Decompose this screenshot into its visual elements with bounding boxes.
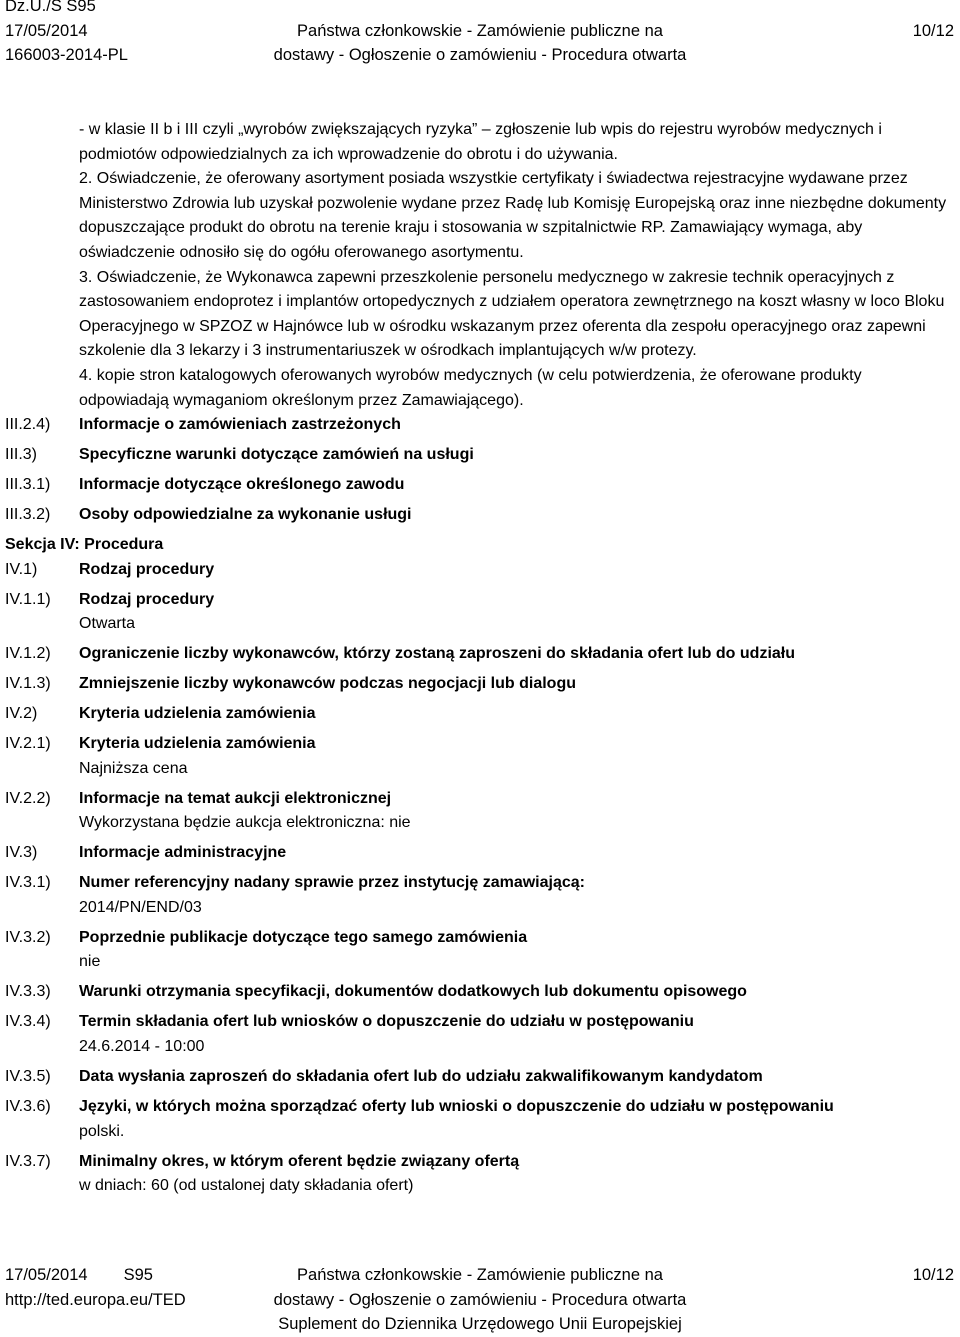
item-title: Informacje na temat aukcji elektronicznej xyxy=(79,789,392,807)
item-title: Warunki otrzymania specyfikacji, dokumentów dodatkowych lub dokumentu opisowego xyxy=(79,983,747,1001)
section-item xyxy=(0,1010,960,1059)
item-title: Termin składania ofert lub wniosków o dopuszczenie do udziału w postępowaniu xyxy=(79,1013,694,1031)
item-number: IV.3.4) xyxy=(5,1013,51,1031)
footer-url: http://ted.europa.eu/TED xyxy=(5,1290,186,1309)
header-title-line1: Państwa członkowskie - Zamówienie publiczne na xyxy=(297,21,663,40)
item-body xyxy=(79,732,960,781)
section-item xyxy=(0,702,960,727)
item-number: IV.3.2) xyxy=(5,928,51,946)
journal-ref: Dz.U./S S95 xyxy=(5,0,96,15)
item-number: IV.3) xyxy=(5,844,38,862)
item-number: IV.1.1) xyxy=(5,590,51,608)
item-number: III.2.4) xyxy=(5,416,51,434)
item-body xyxy=(79,503,960,528)
item-title: Kryteria udzielenia zamówienia xyxy=(79,705,316,723)
item-value: 24.6.2014 - 10:00 xyxy=(79,1038,205,1056)
item-value: nie xyxy=(79,953,101,971)
item-title: Informacje administracyjne xyxy=(79,844,287,862)
item-title: Minimalny okres, w którym oferent będzie związany ofertą xyxy=(79,1152,520,1170)
item-body xyxy=(79,787,960,836)
item-number: IV.3.3) xyxy=(5,983,51,1001)
item-title: Języki, w których można sporządzać oferty lub wnioski o dopuszczenie do udziału w postępowaniu xyxy=(79,1098,834,1116)
item-number: IV.2.1) xyxy=(5,735,51,753)
footer-title-line1: Państwa członkowskie - Zamówienie publiczne na xyxy=(297,1266,663,1284)
header-title-line2: dostawy - Ogłoszenie o zamówieniu - Procedura otwarta xyxy=(273,46,687,64)
item-number: IV.3.6) xyxy=(5,1098,51,1116)
item-title: Rodzaj procedury xyxy=(79,590,215,608)
item-number: III.3) xyxy=(5,446,38,464)
item-body xyxy=(79,980,960,1005)
section-item xyxy=(0,787,960,836)
section-item xyxy=(0,588,960,637)
item-body xyxy=(79,413,960,438)
footer-date: 17/05/2014 xyxy=(5,1266,88,1284)
document-id: 166003-2014-PL xyxy=(5,46,128,64)
item-title: Informacje dotyczące określonego zawodu xyxy=(79,476,405,494)
section-4-title: Sekcja IV: Procedura xyxy=(5,536,164,554)
item-value: Wykorzystana będzie aukcja elektroniczna: nie xyxy=(79,814,411,832)
item-body xyxy=(79,642,960,667)
intro-paragraph-2: 2. Oświadczenie, że oferowany asortyment posiada wszystkie certyfikaty i świadectwa rejestracyjne wydawane przez Ministerstwo Zdrowia lub uzyskał pozwolenie wydane przez Radę lub Komisję Europejską oraz inne niezbędne dokumenty dopuszczające produkt do obrotu na terenie kraju i stosowania w szpitalnictwie RP. Zamawiający wymaga, aby oświadczenie odnosiło się do ogółu oferowanego asortymentu. xyxy=(79,170,947,261)
item-title: Data wysłania zaproszeń do składania ofert lub do udziału zakwalifikowanym kandydatom xyxy=(79,1068,763,1086)
item-number: IV.3.1) xyxy=(5,874,51,892)
section-item xyxy=(0,926,960,975)
item-number: IV.1) xyxy=(5,560,38,578)
item-number: III.3.2) xyxy=(5,506,51,524)
section-4-items xyxy=(0,558,960,1205)
item-number: IV.2) xyxy=(5,705,38,723)
item-body xyxy=(79,558,960,583)
header-date: 17/05/2014 xyxy=(5,21,88,40)
item-body xyxy=(79,443,960,468)
item-body xyxy=(79,1150,960,1199)
section-item xyxy=(0,871,960,920)
item-title: Kryteria udzielenia zamówienia xyxy=(79,735,316,753)
item-number: III.3.1) xyxy=(5,476,51,494)
item-number: IV.1.3) xyxy=(5,675,51,693)
item-body xyxy=(79,1095,960,1144)
footer-page-number: 10/12 xyxy=(912,1266,954,1284)
item-value: 2014/PN/END/03 xyxy=(79,898,202,916)
item-number: IV.2.2) xyxy=(5,789,51,807)
item-body xyxy=(79,702,960,727)
item-body xyxy=(79,1010,960,1059)
item-title: Ograniczenie liczby wykonawców, którzy zostaną zaproszeni do składania ofert lub do udziału xyxy=(79,645,795,663)
section-item xyxy=(0,1150,960,1199)
item-title: Rodzaj procedury xyxy=(79,560,215,578)
footer-series: S95 xyxy=(123,1266,153,1284)
section-item xyxy=(0,503,960,528)
section-item xyxy=(0,413,960,438)
section-item xyxy=(0,672,960,697)
item-number: IV.3.5) xyxy=(5,1068,51,1086)
section-item xyxy=(0,1095,960,1144)
item-body xyxy=(79,841,960,866)
item-value: polski. xyxy=(79,1122,125,1140)
section-item xyxy=(0,732,960,781)
footer-title xyxy=(0,1263,960,1337)
intro-paragraph-1: - w klasie II b i III czyli „wyrobów zwiększających ryzyka” – zgłoszenie lub wpis do rejestru wyrobów medycznych i podmiotów odpowiedzialnych za ich wprowadzenie do obrotu i do używania. xyxy=(79,121,882,163)
intro-paragraph-3: 3. Oświadczenie, że Wykonawca zapewni przeszkolenie personelu medycznego w zakresie technik operacyjnych z zastosowaniem endoprotez i implantów ortopedycznych z udziałem operatora zewnętrznego na koszt własny w loco Bloku Operacyjnego w SPZOZ w Hajnówce lub w ośrodku wskazanym przez oferenta dla zespołu operacyjnego oraz zapewni szkolenie dla 3 lekarzy i 3 instrumentariuszek w ośrodkach implantujących w/w protezy. xyxy=(79,268,945,360)
item-value: w dniach: 60 (od ustalonej daty składania ofert) xyxy=(79,1177,414,1195)
item-body xyxy=(79,871,960,920)
item-number: IV.3.7) xyxy=(5,1152,51,1170)
section-item xyxy=(0,473,960,498)
item-title: Poprzednie publikacje dotyczące tego samego zamówienia xyxy=(79,928,528,946)
item-body xyxy=(79,926,960,975)
item-title: Osoby odpowiedzialne za wykonanie usługi xyxy=(79,506,412,524)
section-item xyxy=(0,841,960,866)
section-item xyxy=(0,1065,960,1090)
section-3-items xyxy=(0,413,960,533)
section-item xyxy=(0,558,960,583)
item-body xyxy=(79,473,960,498)
document-body xyxy=(0,118,960,1204)
item-number: IV.1.2) xyxy=(5,645,51,663)
header-title xyxy=(0,19,960,68)
item-title: Zmniejszenie liczby wykonawców podczas negocjacji lub dialogu xyxy=(79,675,576,693)
item-body xyxy=(79,1065,960,1090)
item-title: Informacje o zamówieniach zastrzeżonych xyxy=(79,416,401,434)
footer-title-line2: dostawy - Ogłoszenie o zamówieniu - Procedura otwarta xyxy=(273,1290,687,1309)
item-value: Otwarta xyxy=(79,615,136,633)
header-page-number: 10/12 xyxy=(912,21,954,40)
item-value: Najniższa cena xyxy=(79,759,188,777)
section-item xyxy=(0,642,960,667)
item-title: Specyficzne warunki dotyczące zamówień na usługi xyxy=(79,446,474,464)
section-item xyxy=(0,980,960,1005)
item-body xyxy=(79,672,960,697)
intro-paragraph-4: 4. kopie stron katalogowych oferowanych wyrobów medycznych (w celu potwierdzenia, że oferowane produkty odpowiadają wymaganiom określonym przez Zamawiającego). xyxy=(79,366,862,409)
footer-title-line3: Suplement do Dziennika Urzędowego Unii Europejskiej xyxy=(278,1315,682,1333)
section-item xyxy=(0,443,960,468)
item-body xyxy=(79,588,960,637)
item-title: Numer referencyjny nadany sprawie przez instytucję zamawiającą: xyxy=(79,874,585,892)
